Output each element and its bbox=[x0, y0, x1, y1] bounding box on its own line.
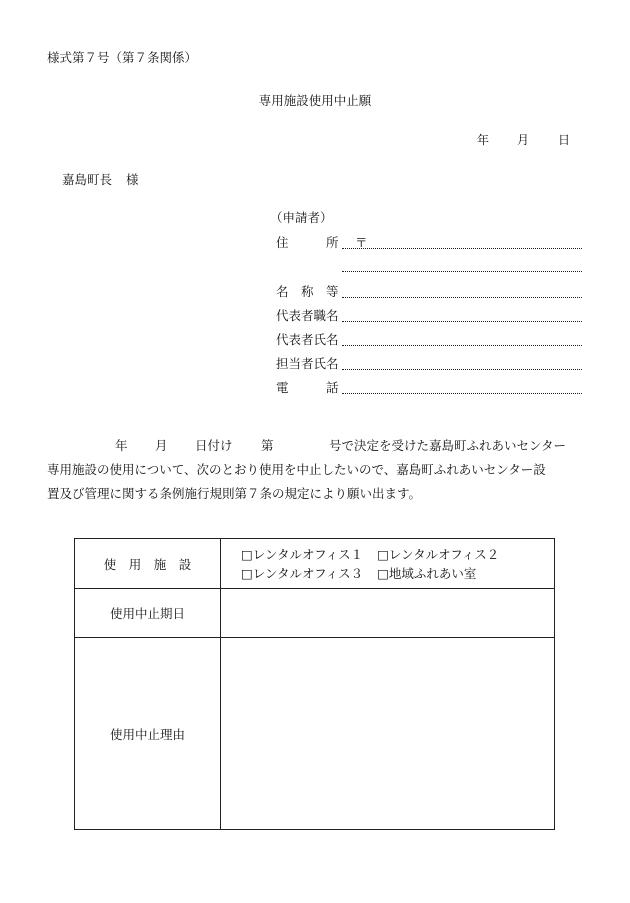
rep-name-line[interactable] bbox=[342, 345, 582, 346]
applicant-heading: （申請者） bbox=[270, 210, 333, 225]
addressee bbox=[62, 170, 139, 188]
document-title: 専用施設使用中止願 bbox=[258, 93, 372, 108]
facility-option-office-3[interactable]: □レンタルオフィス３ bbox=[241, 565, 364, 581]
address-line-2[interactable] bbox=[342, 271, 582, 272]
facility-option-community-room[interactable]: □地域ふれあい室 bbox=[377, 565, 477, 581]
facility-label: 使 用 施 設 bbox=[75, 539, 221, 589]
address-label: 住 所 bbox=[276, 235, 339, 250]
period-value-cell[interactable] bbox=[221, 589, 555, 638]
facility-option-office-2[interactable]: □レンタルオフィス２ bbox=[377, 546, 500, 562]
rep-title-line[interactable] bbox=[342, 321, 582, 322]
facility-options bbox=[221, 539, 555, 589]
address-line-1[interactable] bbox=[342, 248, 582, 249]
form-number: 様式第７号（第７条関係） bbox=[47, 50, 198, 65]
facility-options-row-1 bbox=[241, 545, 554, 564]
body-year-label: 年 bbox=[115, 438, 128, 453]
body-line-1 bbox=[47, 434, 583, 458]
reason-row bbox=[75, 638, 555, 830]
rep-title-label: 代表者職名 bbox=[276, 308, 339, 323]
phone-label: 電 話 bbox=[276, 380, 339, 395]
body-month-label: 月 bbox=[155, 438, 168, 453]
facility-options-row-2 bbox=[241, 564, 554, 583]
body-dated-label: 日付け bbox=[195, 438, 233, 453]
period-row bbox=[75, 589, 555, 638]
body-no-prefix: 第 bbox=[261, 438, 274, 453]
body-line-1-rest: 号で決定を受けた嘉島町ふれあいセンター bbox=[329, 438, 567, 453]
name-label: 名 称 等 bbox=[276, 284, 339, 299]
postal-mark: 〒 bbox=[355, 235, 368, 250]
date-day-label: 日 bbox=[558, 133, 571, 147]
period-label: 使用中止期日 bbox=[75, 589, 221, 638]
body-line-2: 専用施設の使用について、次のとおり使用を中止したいので、嘉島町ふれあいセンター設 bbox=[47, 462, 546, 477]
addressee-honorific: 様 bbox=[126, 172, 139, 187]
rep-name-label: 代表者氏名 bbox=[276, 332, 339, 347]
contact-name-line[interactable] bbox=[342, 369, 582, 370]
contact-name-label: 担当者氏名 bbox=[276, 356, 339, 371]
body-line-3: 置及び管理に関する条例施行規則第７条の規定により願い出ます。 bbox=[47, 486, 422, 501]
date-month-label: 月 bbox=[517, 133, 530, 147]
facility-row bbox=[75, 539, 555, 589]
facility-table bbox=[74, 538, 555, 830]
addressee-name: 嘉島町長 bbox=[62, 172, 113, 187]
reason-value-cell[interactable] bbox=[221, 638, 555, 830]
reason-label: 使用中止理由 bbox=[75, 638, 221, 830]
name-line[interactable] bbox=[342, 297, 582, 298]
phone-line[interactable] bbox=[342, 393, 582, 394]
facility-option-office-1[interactable]: □レンタルオフィス１ bbox=[241, 546, 364, 562]
date-year-label: 年 bbox=[477, 133, 490, 147]
